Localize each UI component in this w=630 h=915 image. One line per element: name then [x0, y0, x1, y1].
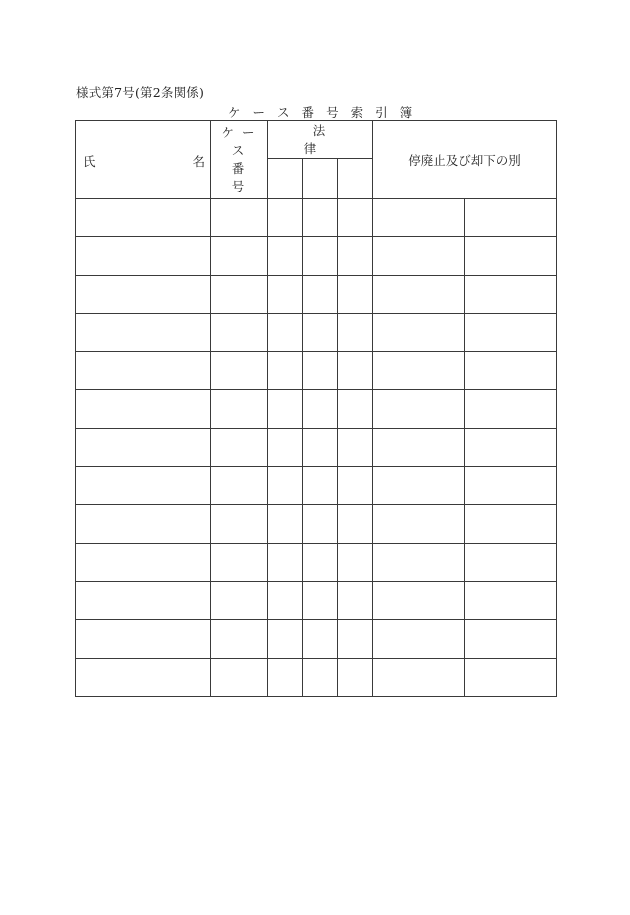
- status-cell-1: [373, 390, 465, 428]
- title-char: 簿: [399, 105, 413, 120]
- status-cell-1: [373, 620, 465, 658]
- status-cell-2: [465, 505, 557, 543]
- name-cell: [76, 199, 211, 237]
- law-cell-1: [268, 237, 303, 275]
- law-cell-2: [303, 543, 338, 581]
- law-cell-1: [268, 467, 303, 505]
- law-subcolumn-2: [303, 158, 338, 198]
- status-cell-2: [465, 428, 557, 466]
- status-cell-2: [465, 390, 557, 428]
- law-cell-2: [303, 428, 338, 466]
- law-header: 法 律: [268, 121, 373, 159]
- status-cell-2: [465, 199, 557, 237]
- name-cell: [76, 352, 211, 390]
- status-cell-1: [373, 543, 465, 581]
- name-header-right: 名: [192, 154, 205, 169]
- case-number-cell: [211, 505, 268, 543]
- status-cell-1: [373, 275, 465, 313]
- law-cell-3: [338, 505, 373, 543]
- name-cell: [76, 620, 211, 658]
- name-cell: [76, 467, 211, 505]
- table-row: [76, 505, 557, 543]
- law-cell-2: [303, 275, 338, 313]
- law-cell-1: [268, 428, 303, 466]
- name-cell: [76, 581, 211, 619]
- name-cell: [76, 505, 211, 543]
- case-number-cell: [211, 581, 268, 619]
- law-cell-2: [303, 352, 338, 390]
- status-cell-1: [373, 237, 465, 275]
- law-cell-3: [338, 543, 373, 581]
- title-char: ス: [277, 105, 290, 120]
- law-cell-2: [303, 313, 338, 351]
- name-cell: [76, 237, 211, 275]
- law-cell-2: [303, 581, 338, 619]
- table-row: [76, 581, 557, 619]
- case-number-cell: [211, 658, 268, 696]
- law-cell-1: [268, 313, 303, 351]
- title-char: ケ: [228, 105, 241, 120]
- case-number-cell: [211, 275, 268, 313]
- table-row: [76, 620, 557, 658]
- status-cell-1: [373, 467, 465, 505]
- status-cell-2: [465, 313, 557, 351]
- name-header: [76, 121, 211, 199]
- law-cell-2: [303, 237, 338, 275]
- status-cell-1: [373, 505, 465, 543]
- title-char: 号: [326, 105, 339, 120]
- status-cell-1: [373, 352, 465, 390]
- status-cell-2: [465, 543, 557, 581]
- table-row: [76, 543, 557, 581]
- status-cell-1: [373, 658, 465, 696]
- form-number-label: 様式第7号(第2条関係): [76, 85, 205, 100]
- law-cell-2: [303, 658, 338, 696]
- table-row: [76, 237, 557, 275]
- status-cell-2: [465, 352, 557, 390]
- law-cell-3: [338, 658, 373, 696]
- case-number-cell: [211, 467, 268, 505]
- case-number-cell: [211, 199, 268, 237]
- law-cell-2: [303, 199, 338, 237]
- status-cell-2: [465, 581, 557, 619]
- law-subcolumn-1: [268, 158, 303, 198]
- law-cell-1: [268, 620, 303, 658]
- law-subcolumn-3: [338, 158, 373, 198]
- status-cell-2: [465, 275, 557, 313]
- law-cell-2: [303, 467, 338, 505]
- law-cell-3: [338, 313, 373, 351]
- law-cell-3: [338, 620, 373, 658]
- case-number-cell: [211, 390, 268, 428]
- law-cell-1: [268, 199, 303, 237]
- law-cell-3: [338, 390, 373, 428]
- law-cell-3: [338, 352, 373, 390]
- status-cell-1: [373, 428, 465, 466]
- name-cell: [76, 390, 211, 428]
- table-row: [76, 275, 557, 313]
- case-number-header: [211, 121, 268, 199]
- case-number-cell: [211, 352, 268, 390]
- status-cell-1: [373, 199, 465, 237]
- name-cell: [76, 428, 211, 466]
- table-row: [76, 199, 557, 237]
- law-cell-3: [338, 467, 373, 505]
- name-cell: [76, 275, 211, 313]
- case-header-line2: 番 号: [231, 160, 253, 194]
- law-cell-1: [268, 275, 303, 313]
- law-cell-1: [268, 505, 303, 543]
- name-header-left: 氏: [83, 154, 96, 169]
- law-cell-2: [303, 620, 338, 658]
- name-cell: [76, 658, 211, 696]
- law-cell-1: [268, 658, 303, 696]
- law-cell-2: [303, 505, 338, 543]
- case-number-cell: [211, 620, 268, 658]
- table-row: [76, 390, 557, 428]
- form-title: [228, 103, 424, 121]
- law-cell-3: [338, 581, 373, 619]
- status-cell-2: [465, 658, 557, 696]
- title-char: 索: [350, 105, 364, 120]
- case-number-cell: [211, 237, 268, 275]
- case-number-cell: [211, 313, 268, 351]
- law-cell-1: [268, 390, 303, 428]
- status-cell-1: [373, 581, 465, 619]
- name-cell: [76, 313, 211, 351]
- title-char: ー: [252, 105, 266, 120]
- status-cell-2: [465, 620, 557, 658]
- case-header-line1: ケース: [221, 124, 263, 158]
- status-header: 停廃止及び却下の別: [373, 121, 557, 199]
- table-row: [76, 352, 557, 390]
- case-number-index-table: [75, 120, 557, 697]
- law-cell-1: [268, 352, 303, 390]
- status-cell-2: [465, 237, 557, 275]
- law-cell-2: [303, 390, 338, 428]
- title-char: 引: [375, 105, 388, 120]
- law-cell-1: [268, 581, 303, 619]
- table-row: [76, 428, 557, 466]
- law-cell-3: [338, 237, 373, 275]
- status-cell-2: [465, 467, 557, 505]
- case-number-cell: [211, 428, 268, 466]
- name-cell: [76, 543, 211, 581]
- case-number-cell: [211, 543, 268, 581]
- table-row: [76, 313, 557, 351]
- title-char: 番: [301, 105, 315, 120]
- table-row: [76, 658, 557, 696]
- law-cell-3: [338, 199, 373, 237]
- status-cell-1: [373, 313, 465, 351]
- law-cell-3: [338, 428, 373, 466]
- law-cell-1: [268, 543, 303, 581]
- table-row: [76, 467, 557, 505]
- law-cell-3: [338, 275, 373, 313]
